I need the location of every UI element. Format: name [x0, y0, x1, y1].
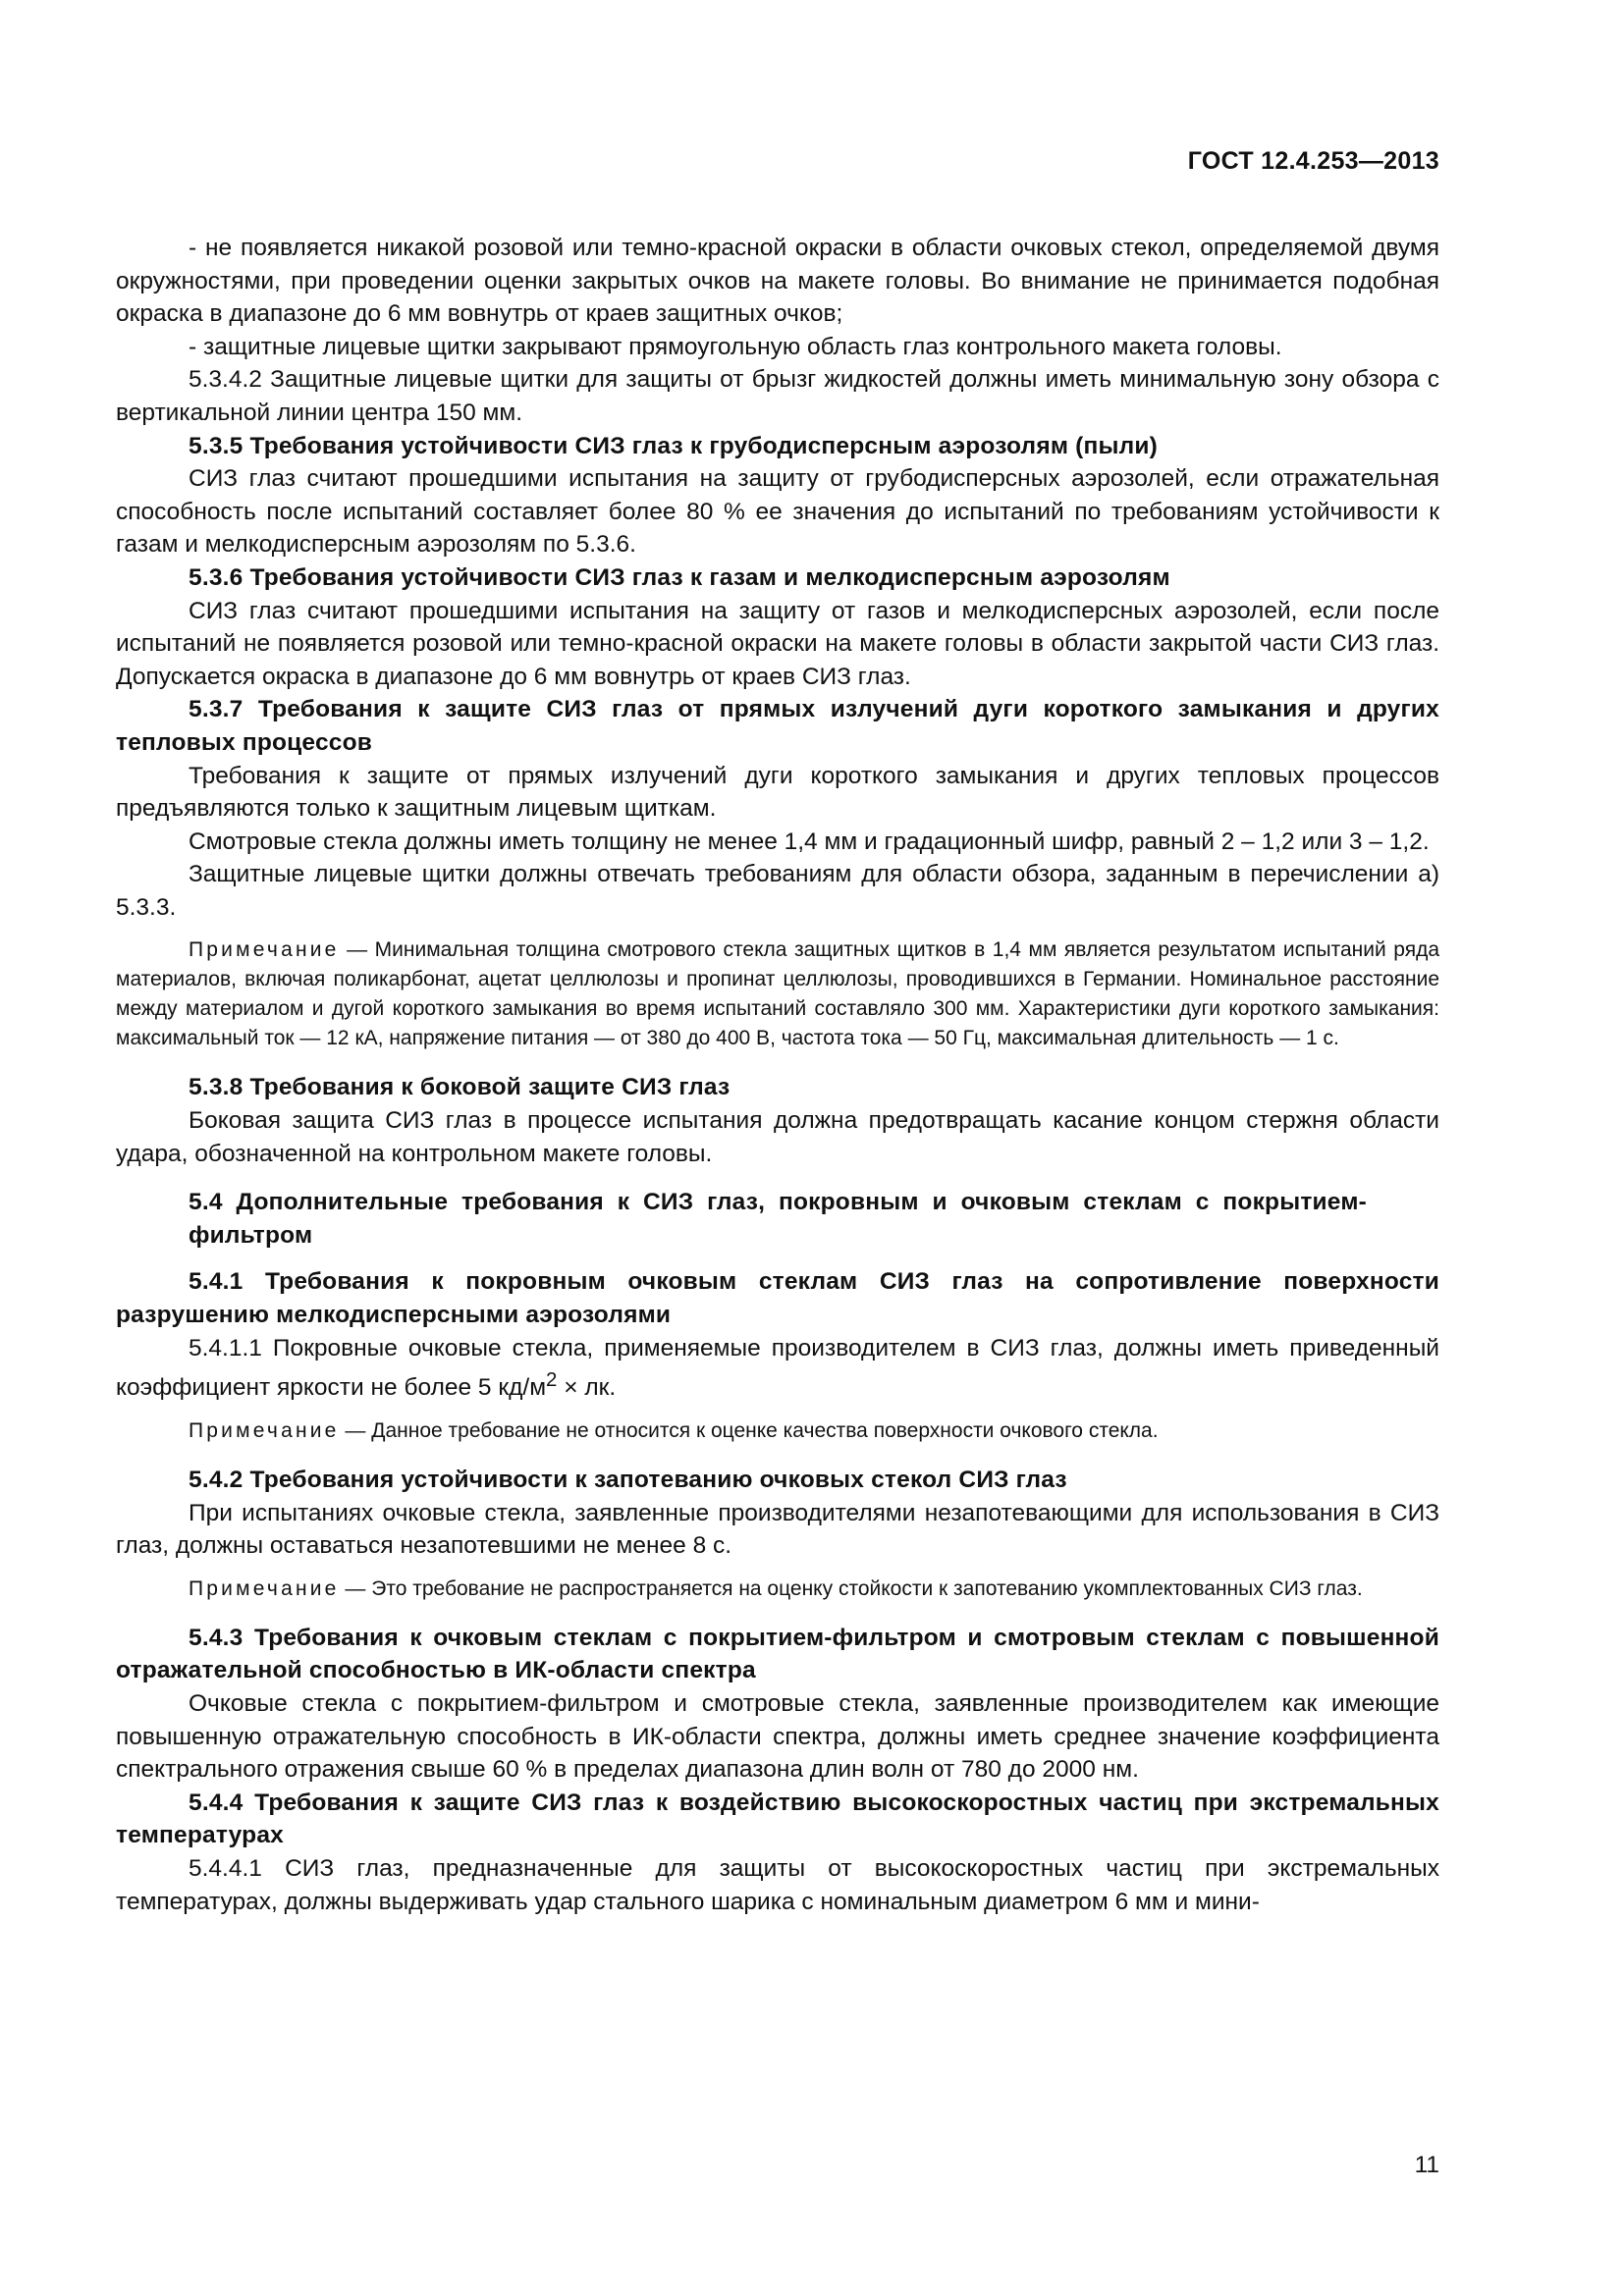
superscript: 2	[546, 1369, 558, 1392]
paragraph: 5.3.4.2 Защитные лицевые щитки для защиты от брызг жидкостей должны иметь минимальную зону обзора с вертикальной линии центра 150 мм.	[116, 366, 1439, 426]
paragraph-text: × лк.	[557, 1374, 617, 1402]
paragraph-text: 5.4.1.1 Покровные очковые стекла, применяемые производителем в СИЗ глаз, должны иметь приведенный коэффициент яркости не более 5 кд/м	[116, 1334, 1439, 1402]
paragraph: Смотровые стекла должны иметь толщину не менее 1,4 мм и градационный шифр, равный 2 – 1,2 или 3 – 1,2.	[189, 828, 1430, 855]
paragraph: Боковая защита СИЗ глаз в процессе испытания должна предотвращать касание концом стержня области удара, обозначенной на контрольном макете головы.	[116, 1107, 1439, 1167]
paragraph: Защитные лицевые щитки должны отвечать требованиям для области обзора, заданным в перечислении а) 5.3.3.	[116, 861, 1439, 921]
section-heading-5-3-8: 5.3.8 Требования к боковой защите СИЗ глаз	[189, 1074, 731, 1101]
section-heading-5-3-5: 5.3.5 Требования устойчивости СИЗ глаз к грубодисперсным аэрозолям (пыли)	[189, 432, 1159, 459]
section-heading-5-4-1: 5.4.1 Требования к покровным очковым стеклам СИЗ глаз на сопротивление поверхности разрушению мелкодисперсными аэрозолями	[116, 1268, 1439, 1329]
section-heading-5-4-4: 5.4.4 Требования к защите СИЗ глаз к воздействию высокоскоростных частиц при экстремальных температурах	[116, 1789, 1439, 1849]
paragraph: - не появляется никакой розовой или темно-красной окраски в области очковых стекол, определяемой двумя окружностями, при проведении оценки закрытых очков на макете головы. Во внимание не принимается подобная окраска в диапазоне до 6 мм вовнутрь от краев защитных очков;	[116, 235, 1439, 328]
section-heading-5-3-7: 5.3.7 Требования к защите СИЗ глаз от прямых излучений дуги короткого замыкания и других тепловых процессов	[116, 696, 1439, 756]
note-text: — Минимальная толщина смотрового стекла защитных щитков в 1,4 мм является результатом испытаний ряда материалов, включая поликарбонат, ацетат целлюлозы и пропинат целлюлозы, проводившихся в Германии. Номинальное расстояние между материалом и дугой короткого замыкания во время испытаний составляло 300 мм. Характеристики дуги короткого замыкания: максимальный ток — 12 кА, напряжение питания — от 380 до 400 В, частота тока — 50 Гц, максимальная длительность — 1 с.	[116, 938, 1439, 1050]
note-label: Примечание	[189, 1418, 340, 1442]
paragraph: СИЗ глаз считают прошедшими испытания на защиту от газов и мелкодисперсных аэрозолей, если после испытаний не появляется розовой или темно-красной окраски на макете головы в области закрытой части СИЗ глаз. Допускается окраска в диапазоне до 6 мм вовнутрь от краев СИЗ глаз.	[116, 597, 1439, 690]
note	[116, 935, 1439, 1053]
paragraph: Очковые стекла с покрытием-фильтром и смотровые стекла, заявленные производителем как имеющие повышенную отражательную способность в ИК-области спектра, должны иметь среднее значение коэффициента спектрального отражения свыше 60 % в пределах диапазона длин волн от 780 до 2000 нм.	[116, 1689, 1439, 1784]
paragraph: СИЗ глаз считают прошедшими испытания на защиту от грубодисперсных аэрозолей, если отражательная способность после испытаний составляет более 80 % ее значения до испытаний по требованиям устойчивости к газам и мелкодисперсным аэрозолям по 5.3.6.	[116, 465, 1439, 559]
section-heading-5-4: 5.4 Дополнительные требования к СИЗ глаз, покровным и очковым стеклам с покрытием-фильтром	[189, 1189, 1367, 1249]
standard-header: ГОСТ 12.4.253—2013	[1187, 147, 1439, 175]
paragraph: Требования к защите от прямых излучений дуги короткого замыкания и других тепловых процессов предъявляются только к защитным лицевым щиткам.	[116, 762, 1439, 823]
paragraph: При испытаниях очковые стекла, заявленные производителями незапотевающими для использования в СИЗ глаз, должны оставаться незапотевшими не менее 8 с.	[116, 1499, 1439, 1560]
section-heading-5-4-3: 5.4.3 Требования к очковым стеклам с покрытием-фильтром и смотровым стеклам с повышенной отражательной способностью в ИК-области спектра	[116, 1624, 1439, 1684]
note-text: — Данное требование не относится к оценке качества поверхности очкового стекла.	[339, 1418, 1159, 1442]
section-heading-5-3-6: 5.3.6 Требования устойчивости СИЗ глаз к газам и мелкодисперсным аэрозолям	[189, 563, 1170, 591]
note	[116, 1575, 1439, 1604]
note	[116, 1416, 1439, 1446]
note-text: — Это требование не распространяется на оценку стойкости к запотеванию укомплектованных СИЗ глаз.	[339, 1576, 1363, 1600]
document-body	[116, 232, 1439, 1918]
paragraph	[116, 1332, 1439, 1405]
note-label: Примечание	[189, 1576, 340, 1600]
note-label: Примечание	[189, 938, 340, 962]
paragraph: - защитные лицевые щитки закрывают прямоугольную область глаз контрольного макета головы.	[189, 333, 1282, 360]
section-heading-5-4-2: 5.4.2 Требования устойчивости к запотеванию очковых стекол СИЗ глаз	[189, 1466, 1067, 1493]
paragraph: 5.4.4.1 СИЗ глаз, предназначенные для защиты от высокоскоростных частиц при экстремальных температурах, должны выдерживать удар стального шарика с номинальным диаметром 6 мм и мини-	[116, 1854, 1439, 1915]
page-number: 11	[1414, 2152, 1439, 2178]
